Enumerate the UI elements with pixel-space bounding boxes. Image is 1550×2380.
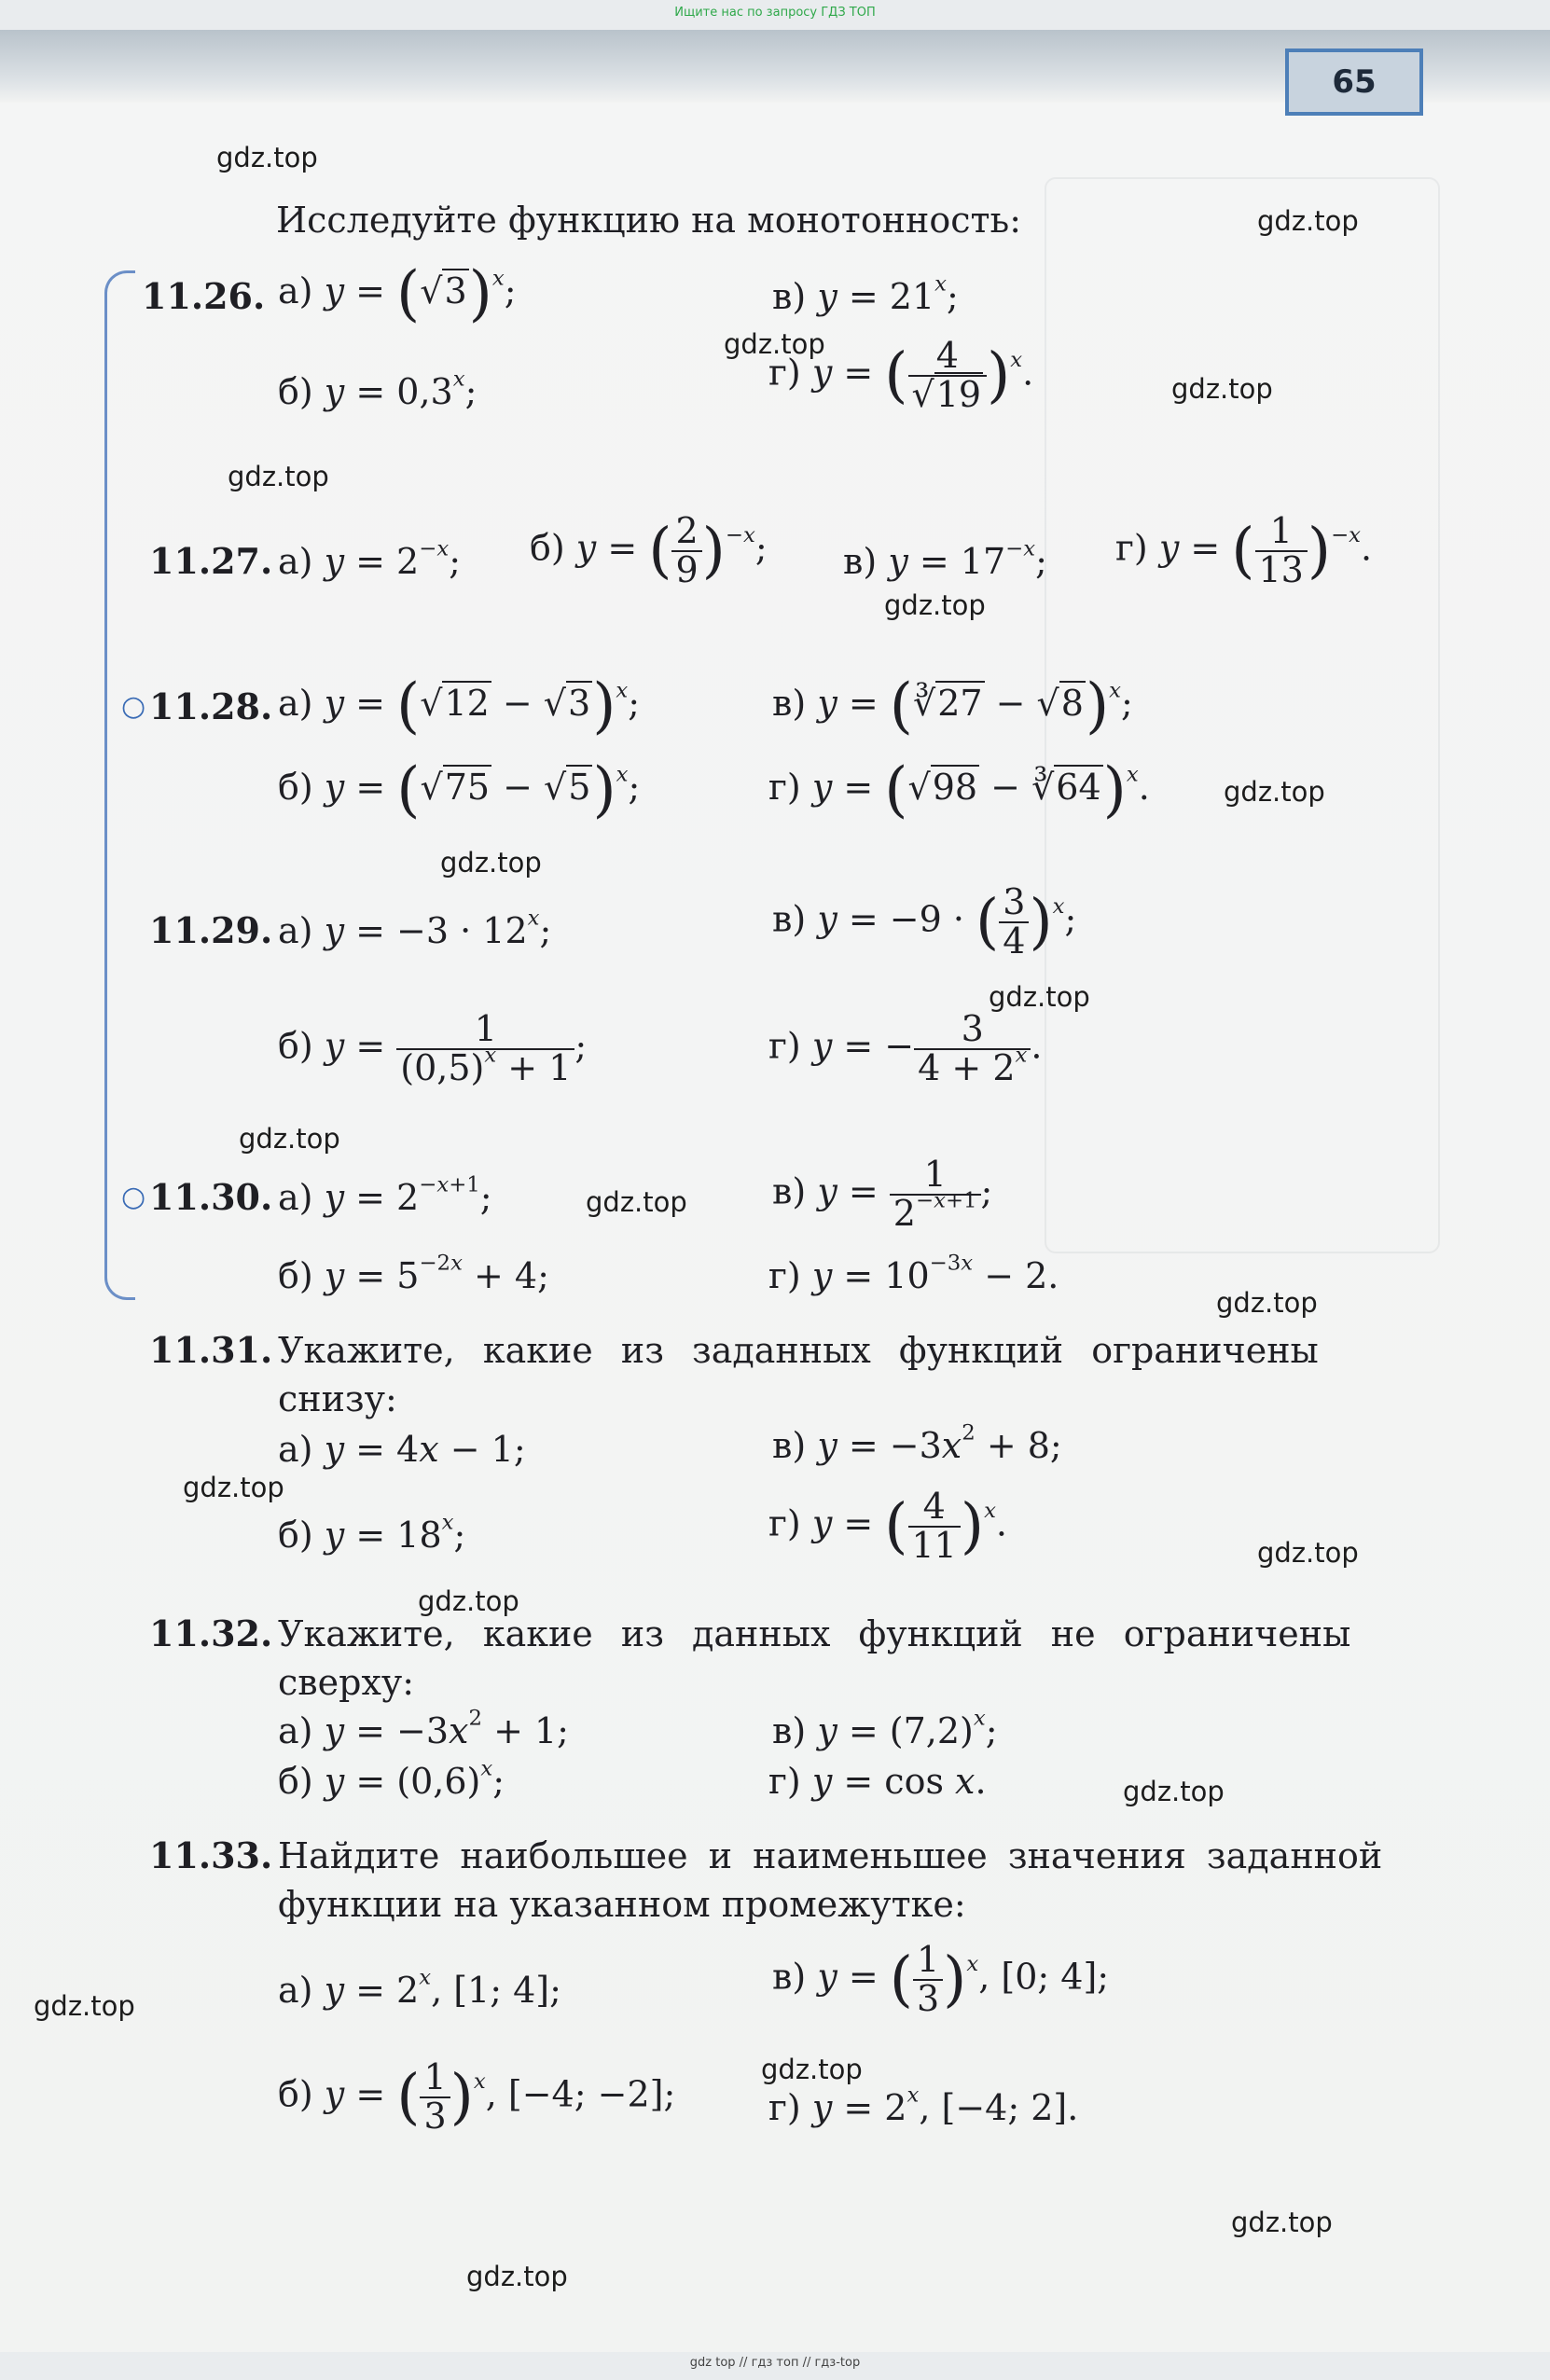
watermark: gdz.top xyxy=(183,1472,284,1503)
watermark: gdz.top xyxy=(586,1186,687,1218)
circle-marker-icon: ○ xyxy=(121,1181,146,1213)
exercise-text: Укажите, какие из данных функций не ограничены xyxy=(278,1613,1351,1654)
watermark: gdz.top xyxy=(1171,373,1273,405)
watermark: gdz.top xyxy=(1216,1287,1318,1319)
watermark: gdz.top xyxy=(418,1585,519,1617)
formula: а) $y = 2^{-x}$; xyxy=(278,536,461,582)
formula: б) $y = 0,3^x$; xyxy=(278,367,477,412)
formula: в) $y = 17^{-x}$; xyxy=(843,536,1047,582)
exercise-number: 11.27. xyxy=(149,540,273,582)
watermark: gdz.top xyxy=(216,142,318,173)
formula: б) y = $\frac{1}{(0,5)^x + 1}$ ; xyxy=(278,1008,588,1088)
exercise-number: 11.30. xyxy=(149,1176,273,1218)
formula: а) $y = (√12 - √3)^x$; xyxy=(278,671,641,741)
watermark: gdz.top xyxy=(34,1990,135,2022)
formula: г) y = − $\frac{3}{4 + 2^x}$ . xyxy=(768,1008,1043,1088)
formula: а) $y = 2^x$, [1; 4]; xyxy=(278,1965,561,2011)
formula: б) $y = 5^{-2x} + 4$; xyxy=(278,1251,549,1296)
exercise-text: Найдите наибольшее и наименьшее значения заданной xyxy=(278,1835,1383,1876)
exercise-number: 11.29. xyxy=(149,909,273,951)
exercise-text: Укажите, какие из заданных функций ограничены xyxy=(278,1330,1319,1371)
watermark: gdz.top xyxy=(989,981,1090,1013)
watermark: gdz.top xyxy=(440,847,542,879)
watermark: gdz.top xyxy=(1257,205,1359,237)
exercise-group-bracket xyxy=(104,270,135,1300)
formula: г) y = ( $\frac{4}{11}$ )$^x$. xyxy=(768,1486,1008,1566)
formula: б) $y = (0,6)^x$; xyxy=(278,1756,505,1802)
bottom-notice[interactable]: gdz top // гдз топ // гдз-top xyxy=(689,2356,861,2370)
exercise-number: 11.26. xyxy=(142,275,266,317)
circle-marker-icon: ○ xyxy=(121,690,146,723)
formula: г) y = cos x. xyxy=(768,1761,987,1802)
formula: б) y = ( $\frac{2}{9}$ )$^{-x}$; xyxy=(530,510,768,590)
formula: г) y = ( $\frac{4}{√19}$ )$^x$. xyxy=(768,335,1034,415)
watermark: gdz.top xyxy=(724,328,825,360)
formula: а) $y = 2^{-x+1}$; xyxy=(278,1172,492,1218)
formula: а) y = 4x − 1; xyxy=(278,1429,526,1470)
formula: в) y = (∛27 − √8)$^x$; xyxy=(772,671,1133,741)
formula: а) $y = -3x^2 + 1$; xyxy=(278,1706,569,1751)
formula: в) $y = -3x^2 + 8$; xyxy=(772,1420,1062,1466)
watermark: gdz.top xyxy=(228,461,329,492)
formula: в) y = −9 · ( $\frac{3}{4}$ )$^x$; xyxy=(772,881,1077,962)
formula: г) y = (√98 − ∛64)$^x$. xyxy=(768,754,1150,825)
formula: г) $y = 2^x$, [−4; 2]. xyxy=(768,2082,1079,2128)
formula: а) $y = -3 \cdot 12^x$; xyxy=(278,906,552,951)
exercise-text: сверху: xyxy=(278,1662,415,1703)
formula: г) y = ( $\frac{1}{13}$ )$^{-x}$. xyxy=(1115,510,1373,590)
formula: г) $y = 10^{-3x} - 2$. xyxy=(768,1251,1059,1296)
watermark: gdz.top xyxy=(1231,2207,1333,2238)
exercise-number: 11.31. xyxy=(149,1329,273,1371)
watermark: gdz.top xyxy=(239,1123,340,1155)
formula: в) y = $\frac{1}{2^{-x+1}}$ ; xyxy=(772,1154,993,1234)
page-number: 65 xyxy=(1285,48,1423,116)
top-notice[interactable]: Ищите нас по запросу ГДЗ ТОП xyxy=(674,6,876,20)
exercise-number: 11.28. xyxy=(149,685,273,727)
watermark: gdz.top xyxy=(1224,776,1325,808)
formula: в) $y = 21^x$; xyxy=(772,271,959,317)
exercise-number: 11.33. xyxy=(149,1834,273,1876)
section-intro: Исследуйте функцию на монотонность: xyxy=(276,200,1022,241)
formula: в) $y = (7,2)^x$; xyxy=(772,1706,998,1751)
watermark: gdz.top xyxy=(761,2054,863,2085)
formula: в) y = ( $\frac{1}{3}$ )$^x$, [0; 4]; xyxy=(772,1939,1110,2019)
exercise-text: снизу: xyxy=(278,1378,397,1419)
watermark: gdz.top xyxy=(1257,1537,1359,1569)
watermark: gdz.top xyxy=(884,589,986,621)
formula: б) $y = (√75 - √5)^x$; xyxy=(278,754,641,825)
watermark: gdz.top xyxy=(1123,1776,1225,1807)
formula: а) $y = (√3)^x$; xyxy=(278,258,517,329)
exercise-number: 11.32. xyxy=(149,1612,273,1654)
watermark: gdz.top xyxy=(466,2261,568,2292)
formula: б) $y = 18^x$; xyxy=(278,1510,466,1556)
exercise-text: функции на указанном промежутке: xyxy=(278,1884,966,1925)
formula: б) y = ( $\frac{1}{3}$ )$^x$, [−4; −2]; xyxy=(278,2056,676,2137)
